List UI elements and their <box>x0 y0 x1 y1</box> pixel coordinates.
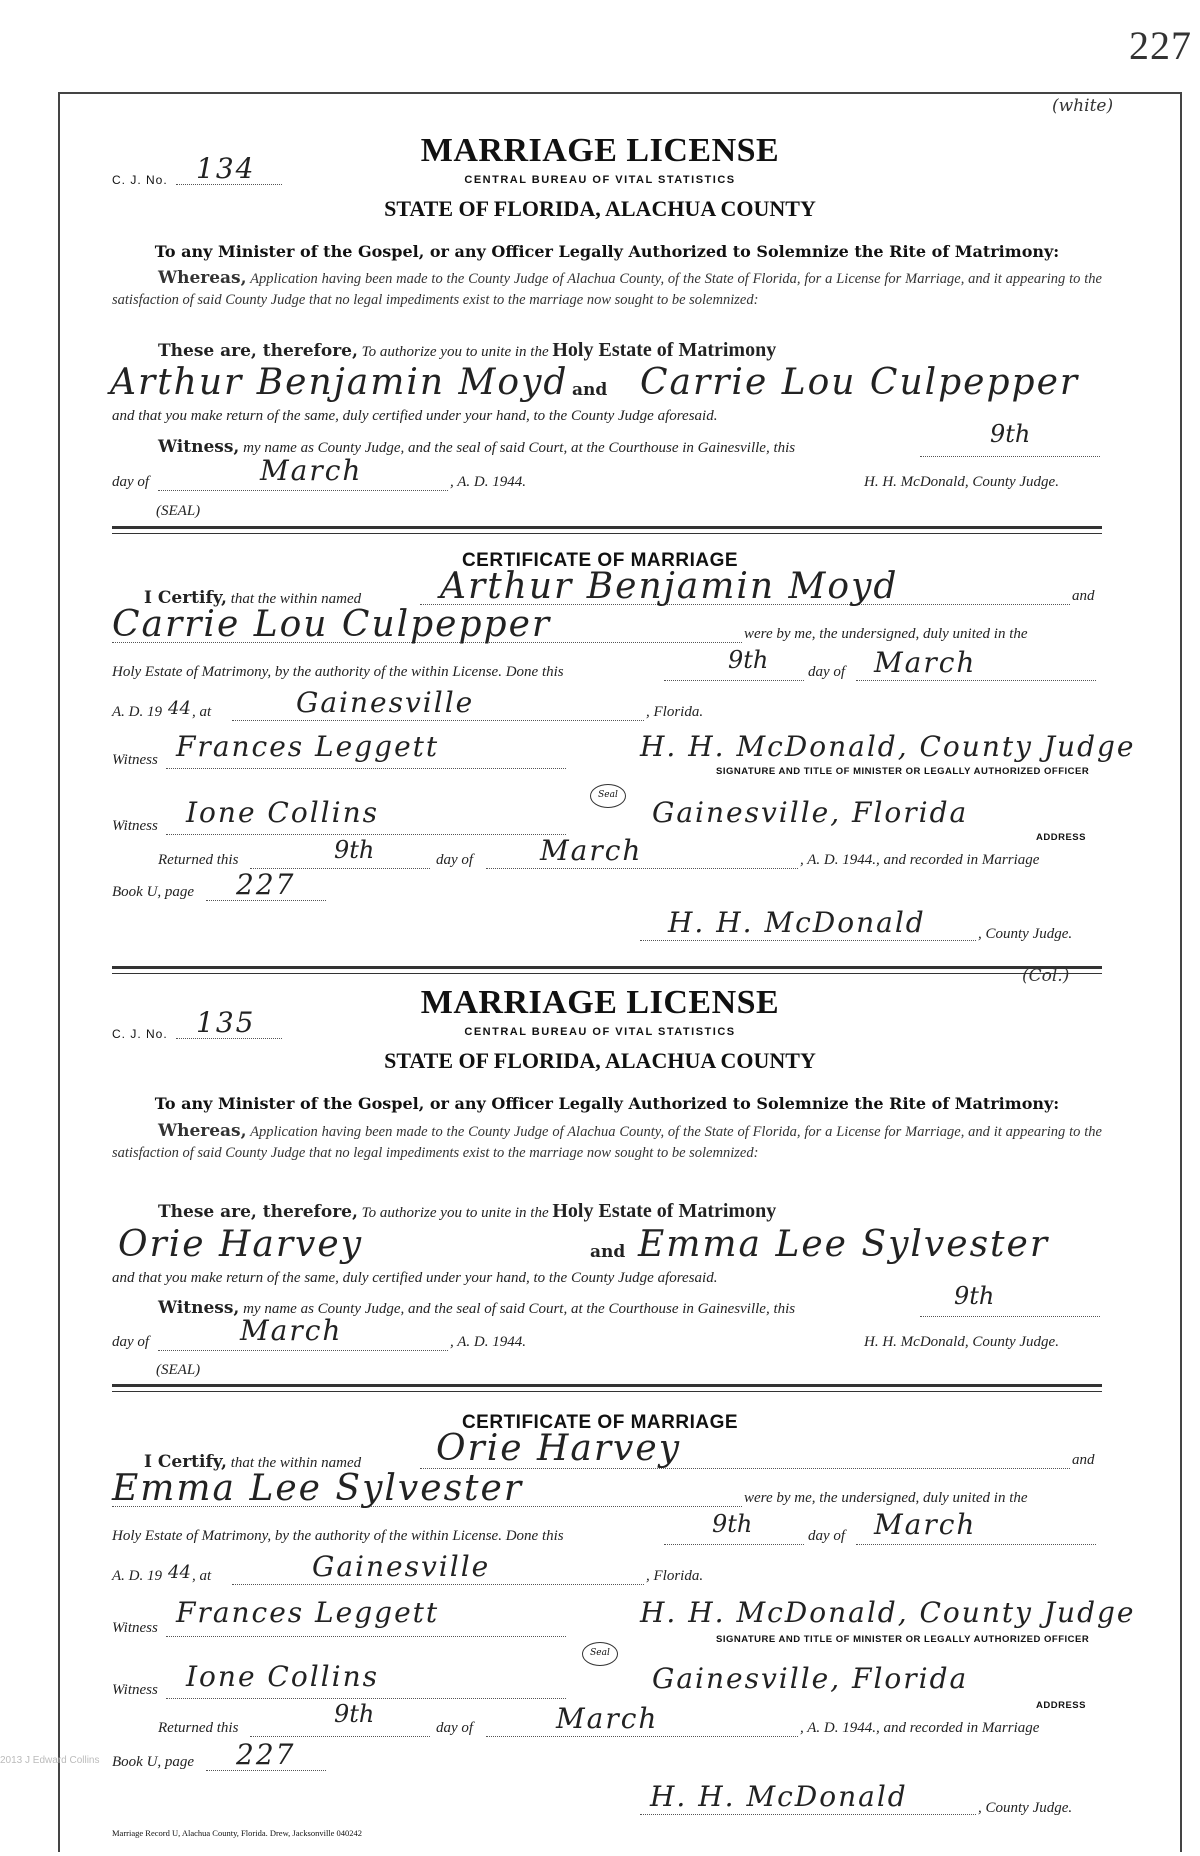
groom-name: Orie Harvey <box>118 1224 364 1265</box>
officer-sig: H. H. McDonald, County Judge <box>640 1596 1136 1629</box>
returned-day-line <box>250 1736 430 1737</box>
section-divider <box>112 966 1102 974</box>
certificate-title: CERTIFICATE OF MARRIAGE <box>461 550 739 571</box>
officer-address: Gainesville, Florida <box>652 1662 969 1695</box>
and-word: and <box>590 1242 626 1262</box>
book-page: 227 <box>236 1738 296 1771</box>
cert-bride: Carrie Lou Culpepper <box>112 604 552 645</box>
returned-month-line <box>486 868 798 869</box>
seal-label: (SEAL) <box>156 1362 201 1378</box>
these-text: To authorize you to unite in the <box>361 344 549 360</box>
month-line <box>158 1350 448 1351</box>
cert-and: and <box>1072 588 1095 604</box>
holy-estate: Holy Estate of Matrimony <box>552 339 777 361</box>
returned-month: March <box>556 1702 659 1735</box>
witness2-line <box>166 834 566 835</box>
state-county: STATE OF FLORIDA, ALACHUA COUNTY <box>384 1048 816 1073</box>
at-label: , at <box>192 704 212 720</box>
holy-text: Holy Estate of Matrimony, by the authority of the within License. Done this <box>112 1528 564 1544</box>
day-line <box>920 456 1100 457</box>
bride-name: Emma Lee Sylvester <box>638 1224 1050 1265</box>
license-day: 9th <box>990 420 1031 448</box>
witness1-sig: Frances Leggett <box>176 730 440 763</box>
officer-sig: H. H. McDonald, County Judge <box>640 730 1136 763</box>
cert-month-line <box>856 1544 1096 1545</box>
cert-year: 44 <box>168 698 191 719</box>
certify-word: I Certify, <box>144 588 227 608</box>
license-title: MARRIAGE LICENSE <box>420 984 780 1021</box>
color-note: (Col.) <box>1022 966 1070 986</box>
cert-groom: Orie Harvey <box>436 1428 682 1469</box>
license-month: March <box>260 454 363 487</box>
witness-text: my name as County Judge, and the seal of said Court, at the Courthouse in Gainesville, this <box>243 1301 796 1317</box>
groom-name: Arthur Benjamin Moyd <box>110 362 569 403</box>
holy-text: Holy Estate of Matrimony, by the authority of the within License. Done this <box>112 664 564 680</box>
returned-tail: , A. D. 1944., and recorded in Marriage <box>800 852 1040 868</box>
clerk-sig: H. H. McDonald <box>668 906 926 939</box>
cert-day-of: day of <box>808 1528 846 1544</box>
witness2-label: Witness <box>112 1682 158 1698</box>
license-title: MARRIAGE LICENSE <box>420 132 780 169</box>
cert-day-line <box>664 680 804 681</box>
bureau-label: CENTRAL BUREAU OF VITAL STATISTICS <box>464 1026 736 1038</box>
witness2-sig: Ione Collins <box>186 1660 379 1693</box>
clerk-title: , County Judge. <box>978 1800 1073 1816</box>
seal-mark: Seal <box>582 1642 618 1666</box>
seal-label: (SEAL) <box>156 503 201 519</box>
whereas-word: Whereas, <box>158 268 247 288</box>
color-note: (white) <box>1052 96 1114 116</box>
cj-label: C. J. No. <box>112 173 168 187</box>
county-judge: H. H. McDonald, County Judge. <box>864 1334 1059 1350</box>
cert-day-of: day of <box>808 664 846 680</box>
place-line <box>232 1584 644 1585</box>
these-text: To authorize you to unite in the <box>361 1205 549 1221</box>
cert-place: Gainesville <box>312 1550 491 1583</box>
officer-caption: SIGNATURE AND TITLE OF MINISTER OR LEGALLY AUTHORIZED OFFICER <box>716 766 1090 777</box>
returned-day: 9th <box>334 1700 375 1728</box>
cert-and: and <box>1072 1452 1095 1468</box>
cj-number: 135 <box>196 1006 256 1039</box>
whereas-paragraph <box>112 268 1102 311</box>
cert-day: 9th <box>712 1510 753 1538</box>
certificate-title: CERTIFICATE OF MARRIAGE <box>461 1412 739 1433</box>
address-line: To any Minister of the Gospel, or any Officer Legally Authorized to Solemnize the Rite of Matrimony: <box>154 1094 1060 1113</box>
witness1-label: Witness <box>112 752 158 768</box>
florida-label: , Florida. <box>646 1568 704 1584</box>
witness2-line <box>166 1698 566 1699</box>
witness-word: Witness, <box>158 437 240 457</box>
cert-groom: Arthur Benjamin Moyd <box>440 566 899 607</box>
cert-month: March <box>874 646 977 679</box>
whereas-text: Application having been made to the County Judge of Alachua County, of the State of Florida, for a License for Marriage, and it appearing to the satisfaction of said County Judge that no legal impediments exist to the marriage now sought to be solemnized: <box>112 1124 1102 1161</box>
day-of-label: day of <box>112 1334 150 1350</box>
cert-day-line <box>664 1544 804 1545</box>
returned-day: 9th <box>334 836 375 864</box>
certify-text: that the within named <box>230 591 362 607</box>
return-text: and that you make return of the same, duly certified under your hand, to the County Judge aforesaid. <box>112 408 718 424</box>
clerk-title: , County Judge. <box>978 926 1073 942</box>
these-word: These are, therefore, <box>158 341 358 361</box>
returned-day-of: day of <box>436 1720 474 1736</box>
witness1-sig: Frances Leggett <box>176 1596 440 1629</box>
day-line <box>920 1316 1100 1317</box>
cert-day: 9th <box>728 646 769 674</box>
return-text: and that you make return of the same, duly certified under your hand, to the County Judge aforesaid. <box>112 1270 718 1286</box>
whereas-text: Application having been made to the County Judge of Alachua County, of the State of Florida, for a License for Marriage, and it appearing to the satisfaction of said County Judge that no legal impediments exist to the marriage now sought to be solemnized: <box>112 271 1102 308</box>
returned-tail: , A. D. 1944., and recorded in Marriage <box>800 1720 1040 1736</box>
license-year: , A. D. 1944. <box>450 474 526 490</box>
florida-label: , Florida. <box>646 704 704 720</box>
address-caption: ADDRESS <box>1036 1700 1086 1711</box>
license-month: March <box>240 1314 343 1347</box>
book-label: Book U, page <box>112 1754 195 1770</box>
cert-bride: Emma Lee Sylvester <box>112 1468 524 1509</box>
bureau-label: CENTRAL BUREAU OF VITAL STATISTICS <box>464 174 736 186</box>
witness2-label: Witness <box>112 818 158 834</box>
returned-label: Returned this <box>158 1720 239 1736</box>
page-number: 227 <box>1129 23 1192 68</box>
returned-label: Returned this <box>158 852 239 868</box>
license-day: 9th <box>954 1282 995 1310</box>
book-label: Book U, page <box>112 884 195 900</box>
and-word: and <box>572 380 608 400</box>
whereas-word: Whereas, <box>158 1121 247 1141</box>
witness-text: my name as County Judge, and the seal of said Court, at the Courthouse in Gainesville, this <box>243 440 796 456</box>
cj-number: 134 <box>196 152 256 185</box>
certify-word: I Certify, <box>144 1452 227 1472</box>
state-county: STATE OF FLORIDA, ALACHUA COUNTY <box>384 196 816 221</box>
cj-label: C. J. No. <box>112 1027 168 1041</box>
certify-text: that the within named <box>230 1455 362 1471</box>
book-page: 227 <box>236 868 296 901</box>
officer-address: Gainesville, Florida <box>652 796 969 829</box>
ad-label: A. D. 19 <box>112 704 162 720</box>
holy-estate: Holy Estate of Matrimony <box>552 1200 777 1222</box>
these-line <box>158 1200 776 1223</box>
witness1-line <box>166 768 566 769</box>
returned-month: March <box>540 834 643 867</box>
footer-note: Marriage Record U, Alachua County, Florida. Drew, Jacksonville 040242 <box>112 1828 363 1838</box>
place-line <box>232 720 644 721</box>
witness-word: Witness, <box>158 1298 240 1318</box>
officer-caption: SIGNATURE AND TITLE OF MINISTER OR LEGALLY AUTHORIZED OFFICER <box>716 1634 1090 1645</box>
witness1-line <box>166 1636 566 1637</box>
seal-mark: Seal <box>590 784 626 808</box>
section-divider <box>112 1384 1102 1392</box>
witness2-sig: Ione Collins <box>186 796 379 829</box>
returned-day-of: day of <box>436 852 474 868</box>
cert-month-line <box>856 680 1096 681</box>
cert-month: March <box>874 1508 977 1541</box>
section-divider <box>112 526 1102 534</box>
these-word: These are, therefore, <box>158 1202 358 1222</box>
month-line <box>158 490 448 491</box>
clerk-sig: H. H. McDonald <box>650 1780 908 1813</box>
watermark: 2013 J Edward Collins <box>0 1755 100 1766</box>
clerk-line <box>640 940 976 941</box>
united-text: were by me, the undersigned, duly united in the <box>744 1490 1028 1506</box>
address-caption: ADDRESS <box>1036 832 1086 843</box>
address-line: To any Minister of the Gospel, or any Officer Legally Authorized to Solemnize the Rite of Matrimony: <box>154 242 1060 261</box>
clerk-line <box>640 1814 976 1815</box>
returned-month-line <box>486 1736 798 1737</box>
at-label: , at <box>192 1568 212 1584</box>
witness1-label: Witness <box>112 1620 158 1636</box>
cert-year: 44 <box>168 1562 191 1583</box>
whereas-paragraph <box>112 1121 1102 1164</box>
bride-name: Carrie Lou Culpepper <box>640 362 1080 403</box>
ad-label: A. D. 19 <box>112 1568 162 1584</box>
license-year: , A. D. 1944. <box>450 1334 526 1350</box>
day-of-label: day of <box>112 474 150 490</box>
county-judge: H. H. McDonald, County Judge. <box>864 474 1059 490</box>
cert-place: Gainesville <box>296 686 475 719</box>
these-line <box>158 339 776 362</box>
united-text: were by me, the undersigned, duly united in the <box>744 626 1028 642</box>
witness-line <box>158 437 795 457</box>
